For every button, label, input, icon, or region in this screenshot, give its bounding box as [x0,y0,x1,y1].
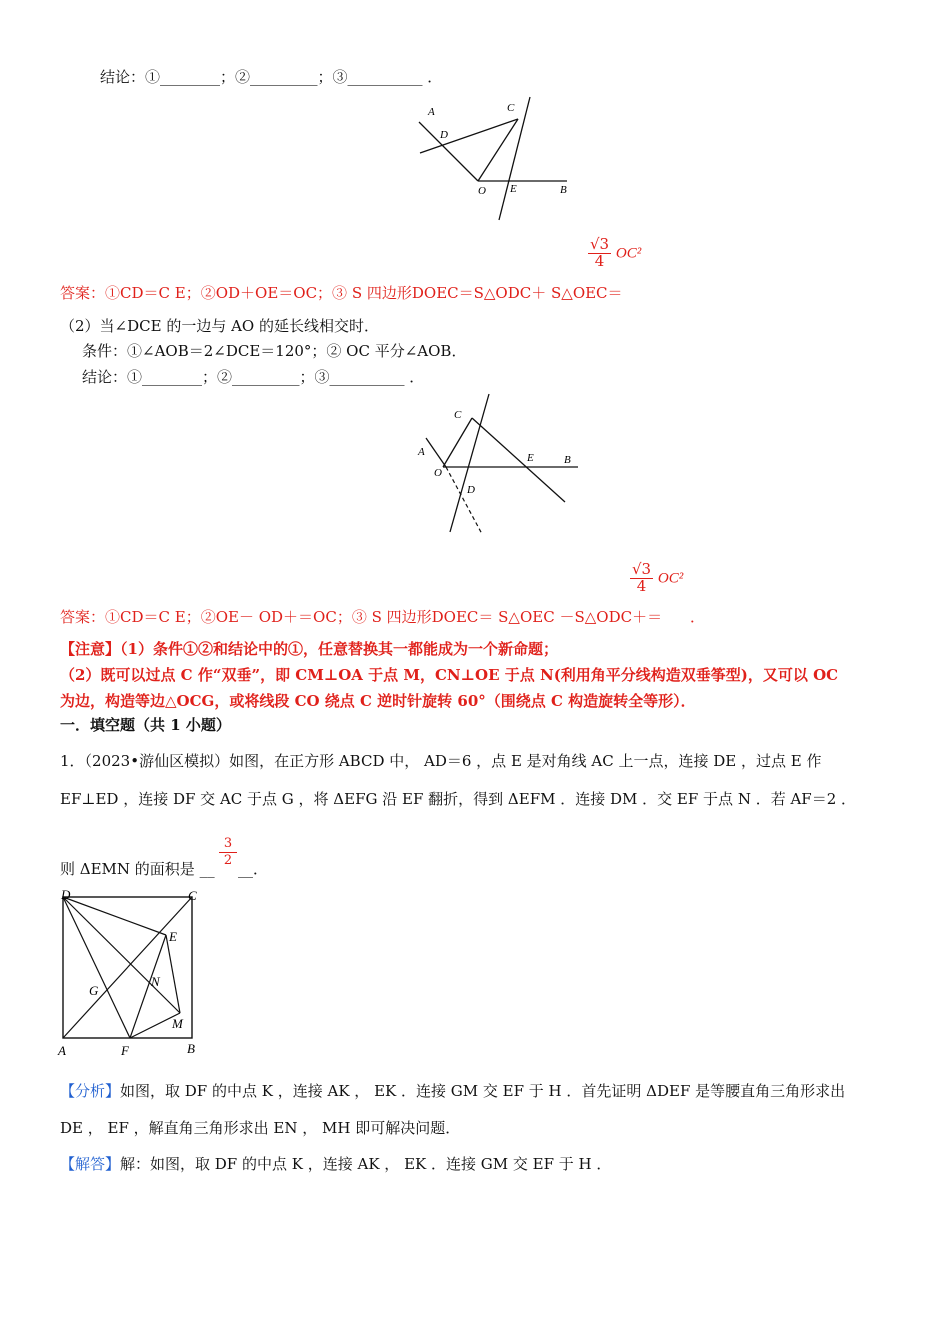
fig2-label-a: A [418,446,425,458]
fig3-label-a: A [58,1043,66,1058]
problem-line-3: 则 ΔEMN 的面积是 __ [60,860,215,878]
line-ce [499,97,530,220]
part1-answer: 答案：①CD＝C E；②OD＋OE＝OC；③ S 四边形DOEC＝S△ODC＋ S△OEC＝ [60,284,623,302]
fig2-label-o: O [434,467,442,479]
part2-answer-fraction: $\frac{√3}{4}$ OC² [632,560,684,595]
line-cd [420,119,518,153]
fig3-label-f: F [121,1043,129,1058]
segment-oc [478,119,518,181]
problem-line-1: 1．（2023•游仙区模拟）如图，在正方形 ABCD 中， AD＝6 ，点 E 是对角线 AC 上一点，连接 DE ，过点 E 作 [60,752,822,770]
fig1-label-d: D [440,129,448,141]
solution-line-1: 【解答】解：如图，取 DF 的中点 K ，连接 AK ， EK ．连接 GM 交 EF 于 H ． [60,1155,612,1173]
part2-answer-end: ． [690,608,706,626]
fig2-label-c: C [454,409,462,421]
fig1-label-b: B [560,184,567,196]
part2-conclusion: 结论：①________；②_________；③__________ ． [82,368,425,386]
fig2-label-b: B [564,454,571,466]
fig3-label-m: M [172,1016,183,1031]
part1-conclusion: 结论：①________；②_________；③__________ ． [100,68,443,86]
part2-condition: 条件：①∠AOB＝2∠DCE＝120°；② OC 平分∠AOB． [82,342,467,360]
analysis-line-2: DE ， EF ，解直角三角形求出 EN ， MH 即可解决问题． [60,1119,461,1137]
section-title: 一．填空题（共 1 小题） [60,716,231,734]
fig1-label-o: O [478,185,486,197]
figure-1 [410,92,580,224]
fig3-label-c: C [188,888,197,903]
fig1-label-e: E [510,183,517,195]
fig3-label-e: E [169,929,177,944]
part1-answer-fraction: $\frac{√3}{4}$ OC² [590,235,642,270]
fig1-label-c: C [507,102,515,114]
part2-heading: （2）当∠DCE 的一边与 AO 的延长线相交时． [60,317,380,335]
segment-oc [443,418,472,467]
fig2-label-e: E [527,452,534,464]
note-line-2: （2）既可以过点 C 作“双垂”，即 CM⊥OA 于点 M，CN⊥OE 于点 N(利用角平分线构造双垂筝型)，又可以 OC [60,666,839,684]
figure-3 [55,885,205,1060]
fig3-label-d: D [61,887,71,902]
line-ce [472,418,565,502]
problem-answer: 3 2 [219,836,237,868]
problem-line-3-end: __． [238,860,269,878]
segment-dm [63,897,180,1013]
part2-answer: 答案：①CD＝C E；②OE－ OD＋＝OC；③ S 四边形DOEC＝ S△OEC －S△ODC＋＝ [60,608,663,626]
problem-line-2: EF⊥ED ，连接 DF 交 AC 于点 G ，将 ΔEFG 沿 EF 翻折，得到 ΔEFM ．连接 DM ．交 EF 于点 N ．若 AF＝2 ． [60,790,857,808]
fig3-label-g: G [89,983,99,998]
note-line-3: 为边，构造等边△OCG，或将线段 CO 绕点 C 逆时针旋转 60°（围绕点 C 构造旋转全等形）． [60,692,696,710]
fig2-label-d: D [467,484,475,496]
note-line-1: 【注意】（1）条件①②和结论中的①，任意替换其一都能成为一个新命题； [60,640,558,658]
ao-extension [446,467,482,534]
analysis-line-1: 【分析】如图，取 DF 的中点 K ，连接 AK ， EK ．连接 GM 交 EF 于 H ．首先证明 ΔDEF 是等腰直角三角形求出 [60,1082,846,1100]
ray-oa [419,122,478,181]
ray-ao [426,438,446,467]
fig1-label-a: A [428,106,435,118]
figure-2 [410,392,585,537]
fig3-label-n: N [151,974,160,989]
fig3-label-b: B [187,1041,195,1056]
